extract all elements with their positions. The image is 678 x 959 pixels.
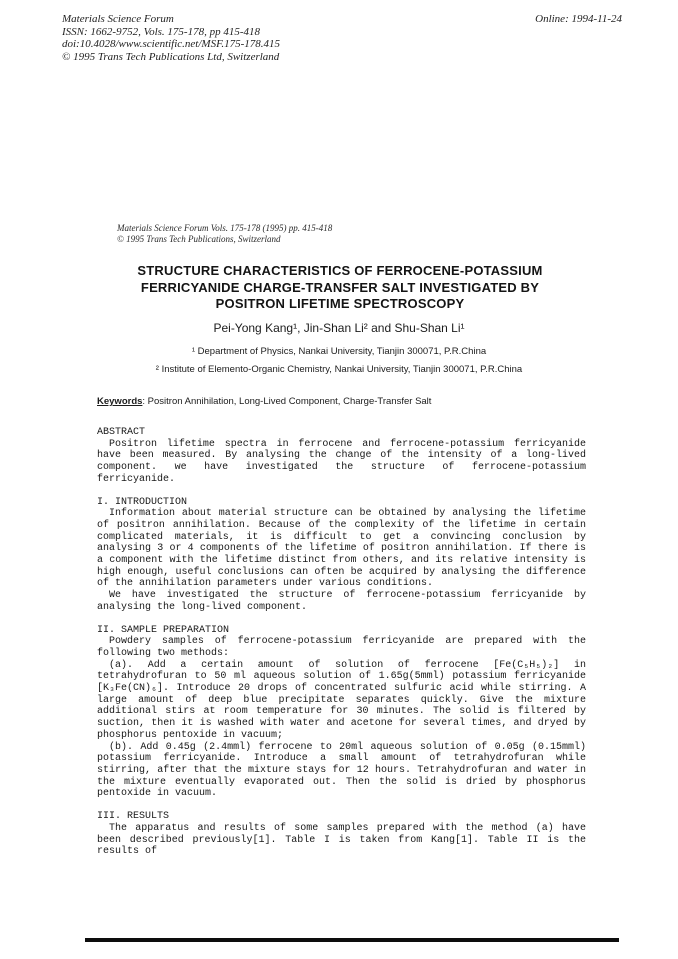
section-results <box>97 811 586 858</box>
copyright-line: © 1995 Trans Tech Publications Ltd, Switzerland <box>62 50 280 63</box>
introduction-heading: I. INTRODUCTION <box>97 496 188 508</box>
affiliation-1: ¹ Department of Physics, Nankai University, Tianjin 300071, P.R.China <box>191 346 487 357</box>
paper-title-line-3: POSITRON LIFETIME SPECTROSCOPY <box>215 296 465 311</box>
paper-title-line-1: STRUCTURE CHARACTERISTICS OF FERROCENE-POTASSIUM <box>137 263 543 278</box>
results-heading: III. RESULTS <box>97 811 170 823</box>
page-bottom-scan-line <box>85 938 619 942</box>
issn-volume-line: ISSN: 1662-9752, Vols. 175-178, pp 415-418 <box>62 25 260 38</box>
sample-preparation-paragraph-1: Powdery samples of ferrocene-potassium ferricyanide are prepared with the following two methods: <box>97 636 586 659</box>
online-date: Online: 1994-11-24 <box>535 13 622 25</box>
affiliation-2: ² Institute of Elemento-Organic Chemistry, Nankai University, Tianjin 300071, P.R.China <box>155 364 523 375</box>
sample-preparation-paragraph-2: (a). Add a certain amount of solution of ferrocene [Fe(C₅H₅)₂] in tetrahydrofuran to 50 ml aqueous solution of 1.65g(5mml) potassium ferricyanide [K₃Fe(CN)₆]. Introduce 20 drops of concentrated sulfuric acid while stirring. A large amount of deep blue precipitate separates quickly. Give the mixture additional stirs at room temperature for 30 minutes. The solid is filtered by suction, then it is washed with water and acetone for several times, and dryed by phosphorus pentoxide in vacuum; <box>97 659 586 741</box>
paper-body <box>97 427 586 869</box>
paper-title-line-2: FERRICYANIDE CHARGE-TRANSFER SALT INVESTIGATED BY <box>140 279 540 295</box>
publisher-header <box>62 13 622 63</box>
affiliations <box>0 343 678 379</box>
abstract-paragraph: Positron lifetime spectra in ferrocene and ferrocene-potassium ferricyanide have been measured. By analysing the change of the intensity of a long-lived component. we have investigated the structure of ferrocene-potassium ferricyanide. <box>97 438 586 485</box>
sample-preparation-paragraph-3: (b). Add 0.45g (2.4mml) ferrocene to 20ml aqueous solution of 0.05g (0.15mml) potassium ferricyanide. Introduce a small amount of tetrahydrofuran while stirring, after that the mixture stays for 12 hours. Tetrahydrofuran and water in the mixture eventually evaporated out. Then the solid is dried by phosphorus pentoxide in vacuum. <box>97 741 586 800</box>
journal-name: Materials Science Forum <box>62 13 174 25</box>
section-introduction <box>97 497 586 614</box>
section-abstract <box>97 427 586 486</box>
doi-line: doi:10.4028/www.scientific.net/MSF.175-178.415 <box>62 38 281 50</box>
authors-line: Pei-Yong Kang¹, Jin-Shan Li² and Shu-Shan Li¹ <box>213 321 465 335</box>
paper-title <box>100 263 580 313</box>
keywords-label: Keywords <box>97 396 143 407</box>
introduction-paragraph-1: Information about material structure can be obtained by analysing the lifetime of positron annihilation. Because of the complexity of the lifetime in certain complicated materials, it is difficult to get a convincing conclusion by analysing 3 or 4 components of the lifetime of positron annihilation. If there is a component with the lifetime distinct from others, and its relative intensity is high enough, useful conclusions can often be acquired by analysing the difference of the annihilation parameters under various conditions. <box>97 508 586 590</box>
keywords-line <box>97 396 587 407</box>
sample-preparation-heading: II. SAMPLE PREPARATION <box>97 624 230 636</box>
section-sample-preparation <box>97 625 586 801</box>
introduction-paragraph-2: We have investigated the structure of ferrocene-potassium ferricyanide by analysing the long-lived component. <box>97 590 586 613</box>
results-paragraph: The apparatus and results of some samples prepared with the method (a) have been described previously[1]. Table I is taken from Kang[1]. Table II is the results of <box>97 822 586 858</box>
citation-line-2: © 1995 Trans Tech Publications, Switzerland <box>117 233 281 244</box>
citation-block <box>117 223 332 244</box>
citation-line-1: Materials Science Forum Vols. 175-178 (1995) pp. 415-418 <box>117 223 333 233</box>
keywords-text: : Positron Annihilation, Long-Lived Component, Charge-Transfer Salt <box>142 396 432 407</box>
publisher-info <box>62 13 280 63</box>
abstract-heading: ABSTRACT <box>97 427 146 438</box>
